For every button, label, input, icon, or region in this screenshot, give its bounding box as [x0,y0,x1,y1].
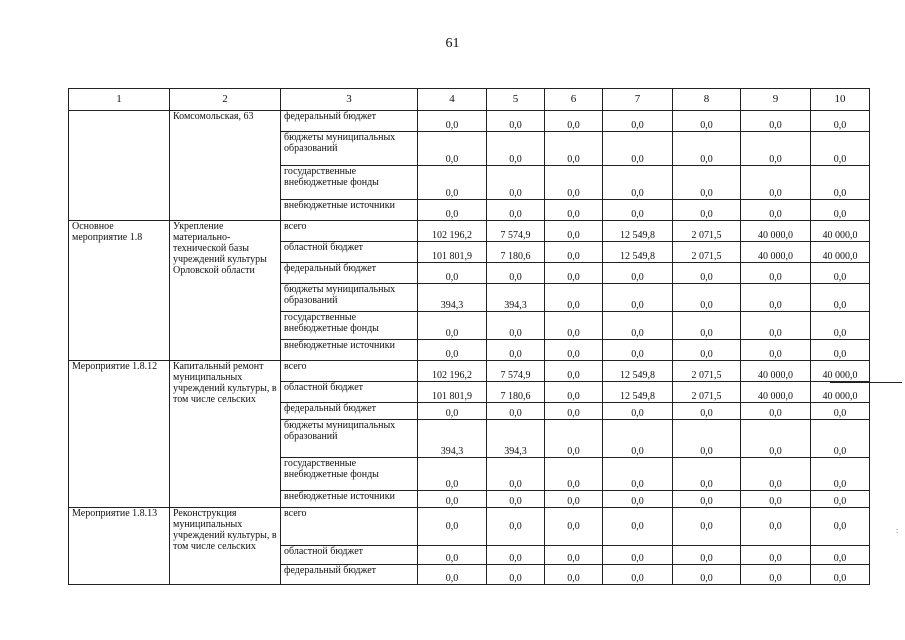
value-cell: 394,3 [487,420,545,458]
header-cell: 5 [487,89,545,111]
value-cell: 0,0 [545,166,603,200]
value-cell: 7 180,6 [487,242,545,263]
value-cell: 0,0 [545,565,603,585]
value-cell: 0,0 [418,312,487,340]
value-cell: 0,0 [603,263,673,284]
value-cell: 0,0 [673,565,741,585]
event-name-cell: Комсомольская, 63 [170,111,281,221]
value-cell: 0,0 [603,111,673,132]
value-cell: 102 196,2 [418,361,487,382]
value-cell: 0,0 [603,340,673,361]
value-cell: 0,0 [545,546,603,565]
value-cell: 0,0 [545,382,603,403]
value-cell: 0,0 [741,111,811,132]
value-cell: 0,0 [487,458,545,491]
value-cell: 0,0 [811,420,870,458]
value-cell: 0,0 [418,491,487,508]
value-cell: 394,3 [418,284,487,312]
funding-source-cell: всего [281,508,418,546]
value-cell: 0,0 [545,508,603,546]
value-cell: 0,0 [741,312,811,340]
table-row [69,361,870,382]
value-cell: 394,3 [487,284,545,312]
header-cell: 10 [811,89,870,111]
value-cell: 0,0 [673,340,741,361]
value-cell: 0,0 [603,284,673,312]
value-cell: 0,0 [487,111,545,132]
value-cell: 0,0 [603,200,673,221]
value-cell: 0,0 [545,458,603,491]
value-cell: 0,0 [603,312,673,340]
value-cell: 0,0 [673,111,741,132]
value-cell: 394,3 [418,420,487,458]
value-cell: 0,0 [811,263,870,284]
funding-source-cell: внебюджетные источники [281,340,418,361]
value-cell: 0,0 [673,458,741,491]
funding-source-cell: федеральный бюджет [281,565,418,585]
value-cell: 0,0 [487,132,545,166]
value-cell: 7 180,6 [487,382,545,403]
value-cell: 0,0 [741,508,811,546]
value-cell: 0,0 [741,491,811,508]
value-cell: 0,0 [603,546,673,565]
value-cell: 40 000,0 [741,361,811,382]
value-cell: 0,0 [603,132,673,166]
funding-table [68,88,870,585]
value-cell: 0,0 [545,491,603,508]
margin-mark: : [896,526,899,535]
value-cell: 0,0 [741,263,811,284]
value-cell: 0,0 [418,340,487,361]
header-cell: 1 [69,89,170,111]
value-cell: 0,0 [673,312,741,340]
value-cell: 2 071,5 [673,242,741,263]
value-cell: 12 549,8 [603,361,673,382]
table-row [69,221,870,242]
value-cell: 0,0 [741,403,811,420]
value-cell: 0,0 [487,340,545,361]
value-cell: 0,0 [673,491,741,508]
value-cell: 0,0 [741,565,811,585]
funding-source-cell: бюджеты муниципальных образований [281,284,418,312]
header-cell: 7 [603,89,673,111]
value-cell: 0,0 [673,166,741,200]
funding-source-cell: федеральный бюджет [281,111,418,132]
value-cell: 0,0 [811,200,870,221]
value-cell: 0,0 [741,200,811,221]
value-cell: 0,0 [741,546,811,565]
value-cell: 0,0 [418,132,487,166]
header-cell: 9 [741,89,811,111]
funding-source-cell: государственные внебюджетные фонды [281,458,418,491]
funding-source-cell: внебюджетные источники [281,491,418,508]
funding-source-cell: областной бюджет [281,546,418,565]
value-cell: 0,0 [741,340,811,361]
value-cell: 0,0 [545,111,603,132]
event-name-cell: Капитальный ремонт муниципальных учреждений культуры, в том числе сельских [170,361,281,508]
value-cell: 0,0 [545,361,603,382]
value-cell: 0,0 [603,491,673,508]
value-cell: 40 000,0 [811,242,870,263]
value-cell: 0,0 [811,403,870,420]
event-code-cell: Мероприятие 1.8.12 [69,361,170,508]
value-cell: 12 549,8 [603,382,673,403]
value-cell: 0,0 [487,312,545,340]
value-cell: 101 801,9 [418,382,487,403]
value-cell: 0,0 [487,565,545,585]
value-cell: 0,0 [603,403,673,420]
value-cell: 2 071,5 [673,361,741,382]
value-cell: 7 574,9 [487,221,545,242]
value-cell: 0,0 [418,508,487,546]
value-cell: 0,0 [741,284,811,312]
value-cell: 0,0 [811,166,870,200]
value-cell: 0,0 [811,458,870,491]
value-cell: 40 000,0 [741,242,811,263]
value-cell: 0,0 [741,166,811,200]
value-cell: 40 000,0 [811,221,870,242]
value-cell: 12 549,8 [603,242,673,263]
event-name-cell: Укрепление материально-технической базы учреждений культуры Орловской области [170,221,281,361]
funding-source-cell: областной бюджет [281,382,418,403]
value-cell: 0,0 [603,458,673,491]
value-cell: 0,0 [673,284,741,312]
value-cell: 101 801,9 [418,242,487,263]
header-cell: 2 [170,89,281,111]
value-cell: 0,0 [603,565,673,585]
header-cell: 3 [281,89,418,111]
table-body [69,89,870,585]
value-cell: 0,0 [673,403,741,420]
value-cell: 0,0 [487,491,545,508]
value-cell: 0,0 [487,508,545,546]
funding-source-cell: всего [281,361,418,382]
event-code-cell: Мероприятие 1.8.13 [69,508,170,585]
value-cell: 0,0 [741,458,811,491]
margin-strike-line [830,382,902,383]
value-cell: 0,0 [418,166,487,200]
value-cell: 0,0 [673,263,741,284]
value-cell: 0,0 [487,403,545,420]
funding-source-cell: внебюджетные источники [281,200,418,221]
value-cell: 0,0 [741,132,811,166]
header-cell: 8 [673,89,741,111]
event-code-cell [69,111,170,221]
value-cell: 12 549,8 [603,221,673,242]
value-cell: 0,0 [811,132,870,166]
value-cell: 0,0 [487,200,545,221]
value-cell: 0,0 [673,200,741,221]
value-cell: 0,0 [545,132,603,166]
value-cell: 0,0 [811,312,870,340]
funding-source-cell: всего [281,221,418,242]
value-cell: 0,0 [487,546,545,565]
value-cell: 40 000,0 [811,361,870,382]
value-cell: 0,0 [811,565,870,585]
value-cell: 0,0 [741,420,811,458]
value-cell: 0,0 [418,546,487,565]
table-row [69,508,870,546]
value-cell: 0,0 [673,420,741,458]
value-cell: 0,0 [811,111,870,132]
value-cell: 0,0 [811,340,870,361]
value-cell: 0,0 [545,340,603,361]
value-cell: 0,0 [418,111,487,132]
value-cell: 0,0 [673,508,741,546]
value-cell: 0,0 [603,166,673,200]
value-cell: 40 000,0 [741,221,811,242]
value-cell: 0,0 [545,263,603,284]
value-cell: 0,0 [418,458,487,491]
value-cell: 0,0 [545,221,603,242]
page-number: 61 [445,36,460,51]
value-cell: 0,0 [545,420,603,458]
event-code-cell: Основное мероприятие 1.8 [69,221,170,361]
funding-source-cell: бюджеты муниципальных образований [281,132,418,166]
value-cell: 0,0 [545,312,603,340]
value-cell: 0,0 [545,403,603,420]
value-cell: 0,0 [545,284,603,312]
value-cell: 0,0 [487,263,545,284]
value-cell: 0,0 [418,200,487,221]
funding-source-cell: федеральный бюджет [281,403,418,420]
value-cell: 0,0 [603,420,673,458]
value-cell: 0,0 [811,546,870,565]
value-cell: 40 000,0 [811,382,870,403]
value-cell: 2 071,5 [673,382,741,403]
funding-source-cell: областной бюджет [281,242,418,263]
value-cell: 0,0 [811,508,870,546]
header-cell: 4 [418,89,487,111]
value-cell: 0,0 [811,284,870,312]
value-cell: 0,0 [418,565,487,585]
table-row [69,111,870,132]
value-cell: 7 574,9 [487,361,545,382]
funding-source-cell: федеральный бюджет [281,263,418,284]
funding-source-cell: государственные внебюджетные фонды [281,312,418,340]
value-cell: 0,0 [545,200,603,221]
value-cell: 2 071,5 [673,221,741,242]
funding-source-cell: бюджеты муниципальных образований [281,420,418,458]
value-cell: 0,0 [545,242,603,263]
header-row [69,89,870,111]
value-cell: 0,0 [603,508,673,546]
event-name-cell: Реконструкция муниципальных учреждений культуры, в том числе сельских [170,508,281,585]
value-cell: 0,0 [418,403,487,420]
value-cell: 0,0 [487,166,545,200]
value-cell: 0,0 [418,263,487,284]
value-cell: 0,0 [811,491,870,508]
value-cell: 0,0 [673,132,741,166]
header-cell: 6 [545,89,603,111]
value-cell: 40 000,0 [741,382,811,403]
value-cell: 0,0 [673,546,741,565]
funding-source-cell: государственные внебюджетные фонды [281,166,418,200]
value-cell: 102 196,2 [418,221,487,242]
